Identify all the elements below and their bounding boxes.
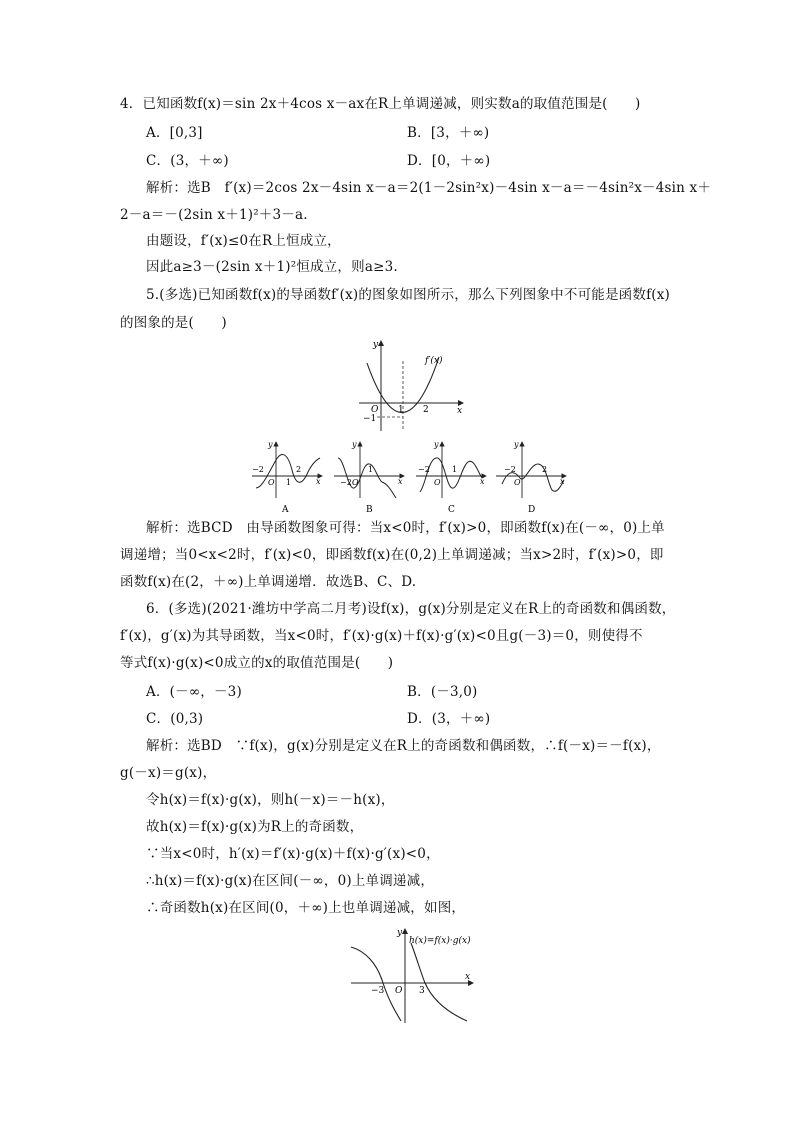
- curve-label: h(x)=f(x)·g(x): [409, 936, 471, 946]
- graph-letter: C: [448, 505, 455, 515]
- tick-label: 2: [296, 465, 302, 474]
- q6-solution-line: g(－x)＝g(x)，: [120, 765, 217, 781]
- q5-option-graph-c: [414, 436, 490, 516]
- tick-label: 3: [419, 986, 425, 996]
- q6-solution-line: 令h(x)＝f(x)·g(x)，则h(－x)＝－h(x)，: [146, 792, 395, 808]
- q6-h-graph: [345, 925, 480, 1025]
- q4-solution-line: 2－a＝－(2sin x＋1)²＋3－a.: [120, 207, 308, 223]
- y-axis-label: y: [514, 440, 519, 449]
- q4-option-b: B．[3，＋∞): [407, 125, 490, 141]
- tick-label: −3: [371, 986, 385, 996]
- q6-option-d: D．(3，＋∞): [407, 711, 491, 727]
- q6-option-b: B．(－3,0): [407, 684, 478, 700]
- x-axis-label: x: [316, 477, 321, 486]
- q6-option-c: C．(0,3): [146, 711, 204, 727]
- graph-letter: A: [282, 505, 289, 515]
- q6-solution-line: ∴h(x)＝f(x)·g(x)在区间(－∞，0)上单调递减，: [146, 873, 435, 889]
- q4-option-a: A．[0,3]: [146, 125, 203, 141]
- y-axis-label: y: [397, 928, 403, 938]
- x-axis-label: x: [457, 406, 463, 416]
- q4-solution-line: 由题设，f′(x)≤0在R上恒成立，: [146, 233, 341, 249]
- graph-letter: B: [366, 505, 373, 515]
- curve-label: f′(x): [425, 356, 443, 366]
- x-axis-label: x: [480, 477, 485, 486]
- origin-label: O: [434, 478, 441, 487]
- graph-letter: D: [528, 505, 536, 515]
- x-axis-label: x: [398, 477, 403, 486]
- tick-label: −2: [504, 465, 516, 474]
- q5-stem: 5.(多选)已知函数f(x)的导函数f′(x)的图象如图所示，那么下列图象中不可能是函数f(x): [146, 287, 671, 303]
- origin-label: O: [268, 478, 275, 487]
- q5-solution-line: 解析：选BCD 由导函数图象可得：当x<0时，f′(x)>0，即函数f(x)在(－∞，0)上单: [146, 520, 665, 536]
- h-curve-left: [351, 947, 401, 1021]
- x-axis-label: x: [560, 477, 565, 486]
- x-axis-label: x: [465, 972, 471, 982]
- q5-option-graph-a: [250, 436, 326, 516]
- origin-label: O: [395, 986, 403, 996]
- origin-label: O: [514, 478, 521, 487]
- q4-solution-line: 因此a≥3－(2sin x＋1)²恒成立，则a≥3.: [146, 259, 398, 275]
- q6-solution-line: ∵当x<0时，h′(x)＝f′(x)·g(x)＋f(x)·g′(x)<0，: [146, 846, 440, 862]
- tick-label: −2: [418, 465, 430, 474]
- q5-solution-line: 调递增；当0<x<2时，f′(x)<0，即函数f(x)在(0,2)上单调递减；当x>2时，f′(x)>0，即: [120, 547, 664, 563]
- origin-label: O: [352, 478, 359, 487]
- q5-stem: 的图象的是( ): [120, 315, 227, 331]
- function-curve: [420, 458, 482, 492]
- q6-stem: 6．(多选)(2021·潍坊中学高二月考)设f(x)，g(x)分别是定义在R上的奇函数和偶函数，: [146, 601, 676, 617]
- q4-option-c: C．(3，＋∞): [146, 153, 229, 169]
- tick-label: −1: [363, 414, 377, 424]
- tick-label: 2: [423, 405, 429, 415]
- q6-solution-line: ∴奇函数h(x)在区间(0，＋∞)上也单调递减，如图，: [146, 900, 466, 916]
- origin-label: O: [371, 405, 379, 415]
- y-axis-label: y: [373, 340, 379, 350]
- q5-option-graph-d: [494, 436, 570, 516]
- q5-derivative-graph: [355, 335, 467, 435]
- q6-stem: f′(x)，g′(x)为其导函数，当x<0时，f′(x)·g(x)＋f(x)·g′(x)<0且g(－3)＝0，则使得不: [120, 628, 643, 644]
- q6-solution-line: 故h(x)＝f(x)·g(x)为R上的奇函数，: [146, 819, 364, 835]
- q4-solution-line: 解析：选B f′(x)＝2cos 2x－4sin x－a＝2(1－2sin²x)－4sin x－a＝－4sin²x－4sin x＋: [146, 180, 712, 196]
- tick-label: −2: [252, 465, 264, 474]
- q6-stem: 等式f(x)·g(x)<0成立的x的取值范围是( ): [120, 655, 394, 671]
- y-axis-label: y: [434, 440, 439, 449]
- q4-stem: 4．已知函数f(x)＝sin 2x＋4cos x－ax在R上单调递减，则实数a的取值范围是( ): [120, 96, 641, 112]
- y-axis-label: y: [268, 440, 273, 449]
- q5-option-graph-b: [332, 436, 408, 516]
- tick-label: 2: [542, 465, 548, 474]
- tick-label: −2: [340, 478, 352, 487]
- tick-label: 1: [398, 405, 404, 415]
- y-axis-label: y: [352, 440, 357, 449]
- q6-solution-line: 解析：选BD ∵f(x)，g(x)分别是定义在R上的奇函数和偶函数，∴f(－x)＝－f(x)，: [146, 738, 661, 754]
- q6-option-a: A．(－∞，－3): [146, 684, 242, 700]
- q5-solution-line: 函数f(x)在(2，＋∞)上单调递增．故选B、C、D.: [120, 574, 417, 590]
- tick-label: 1: [286, 478, 292, 487]
- h-curve-right: [411, 943, 467, 1021]
- q4-option-d: D．[0，＋∞): [407, 153, 491, 169]
- tick-label: 1: [452, 465, 458, 474]
- tick-label: 1: [368, 465, 374, 474]
